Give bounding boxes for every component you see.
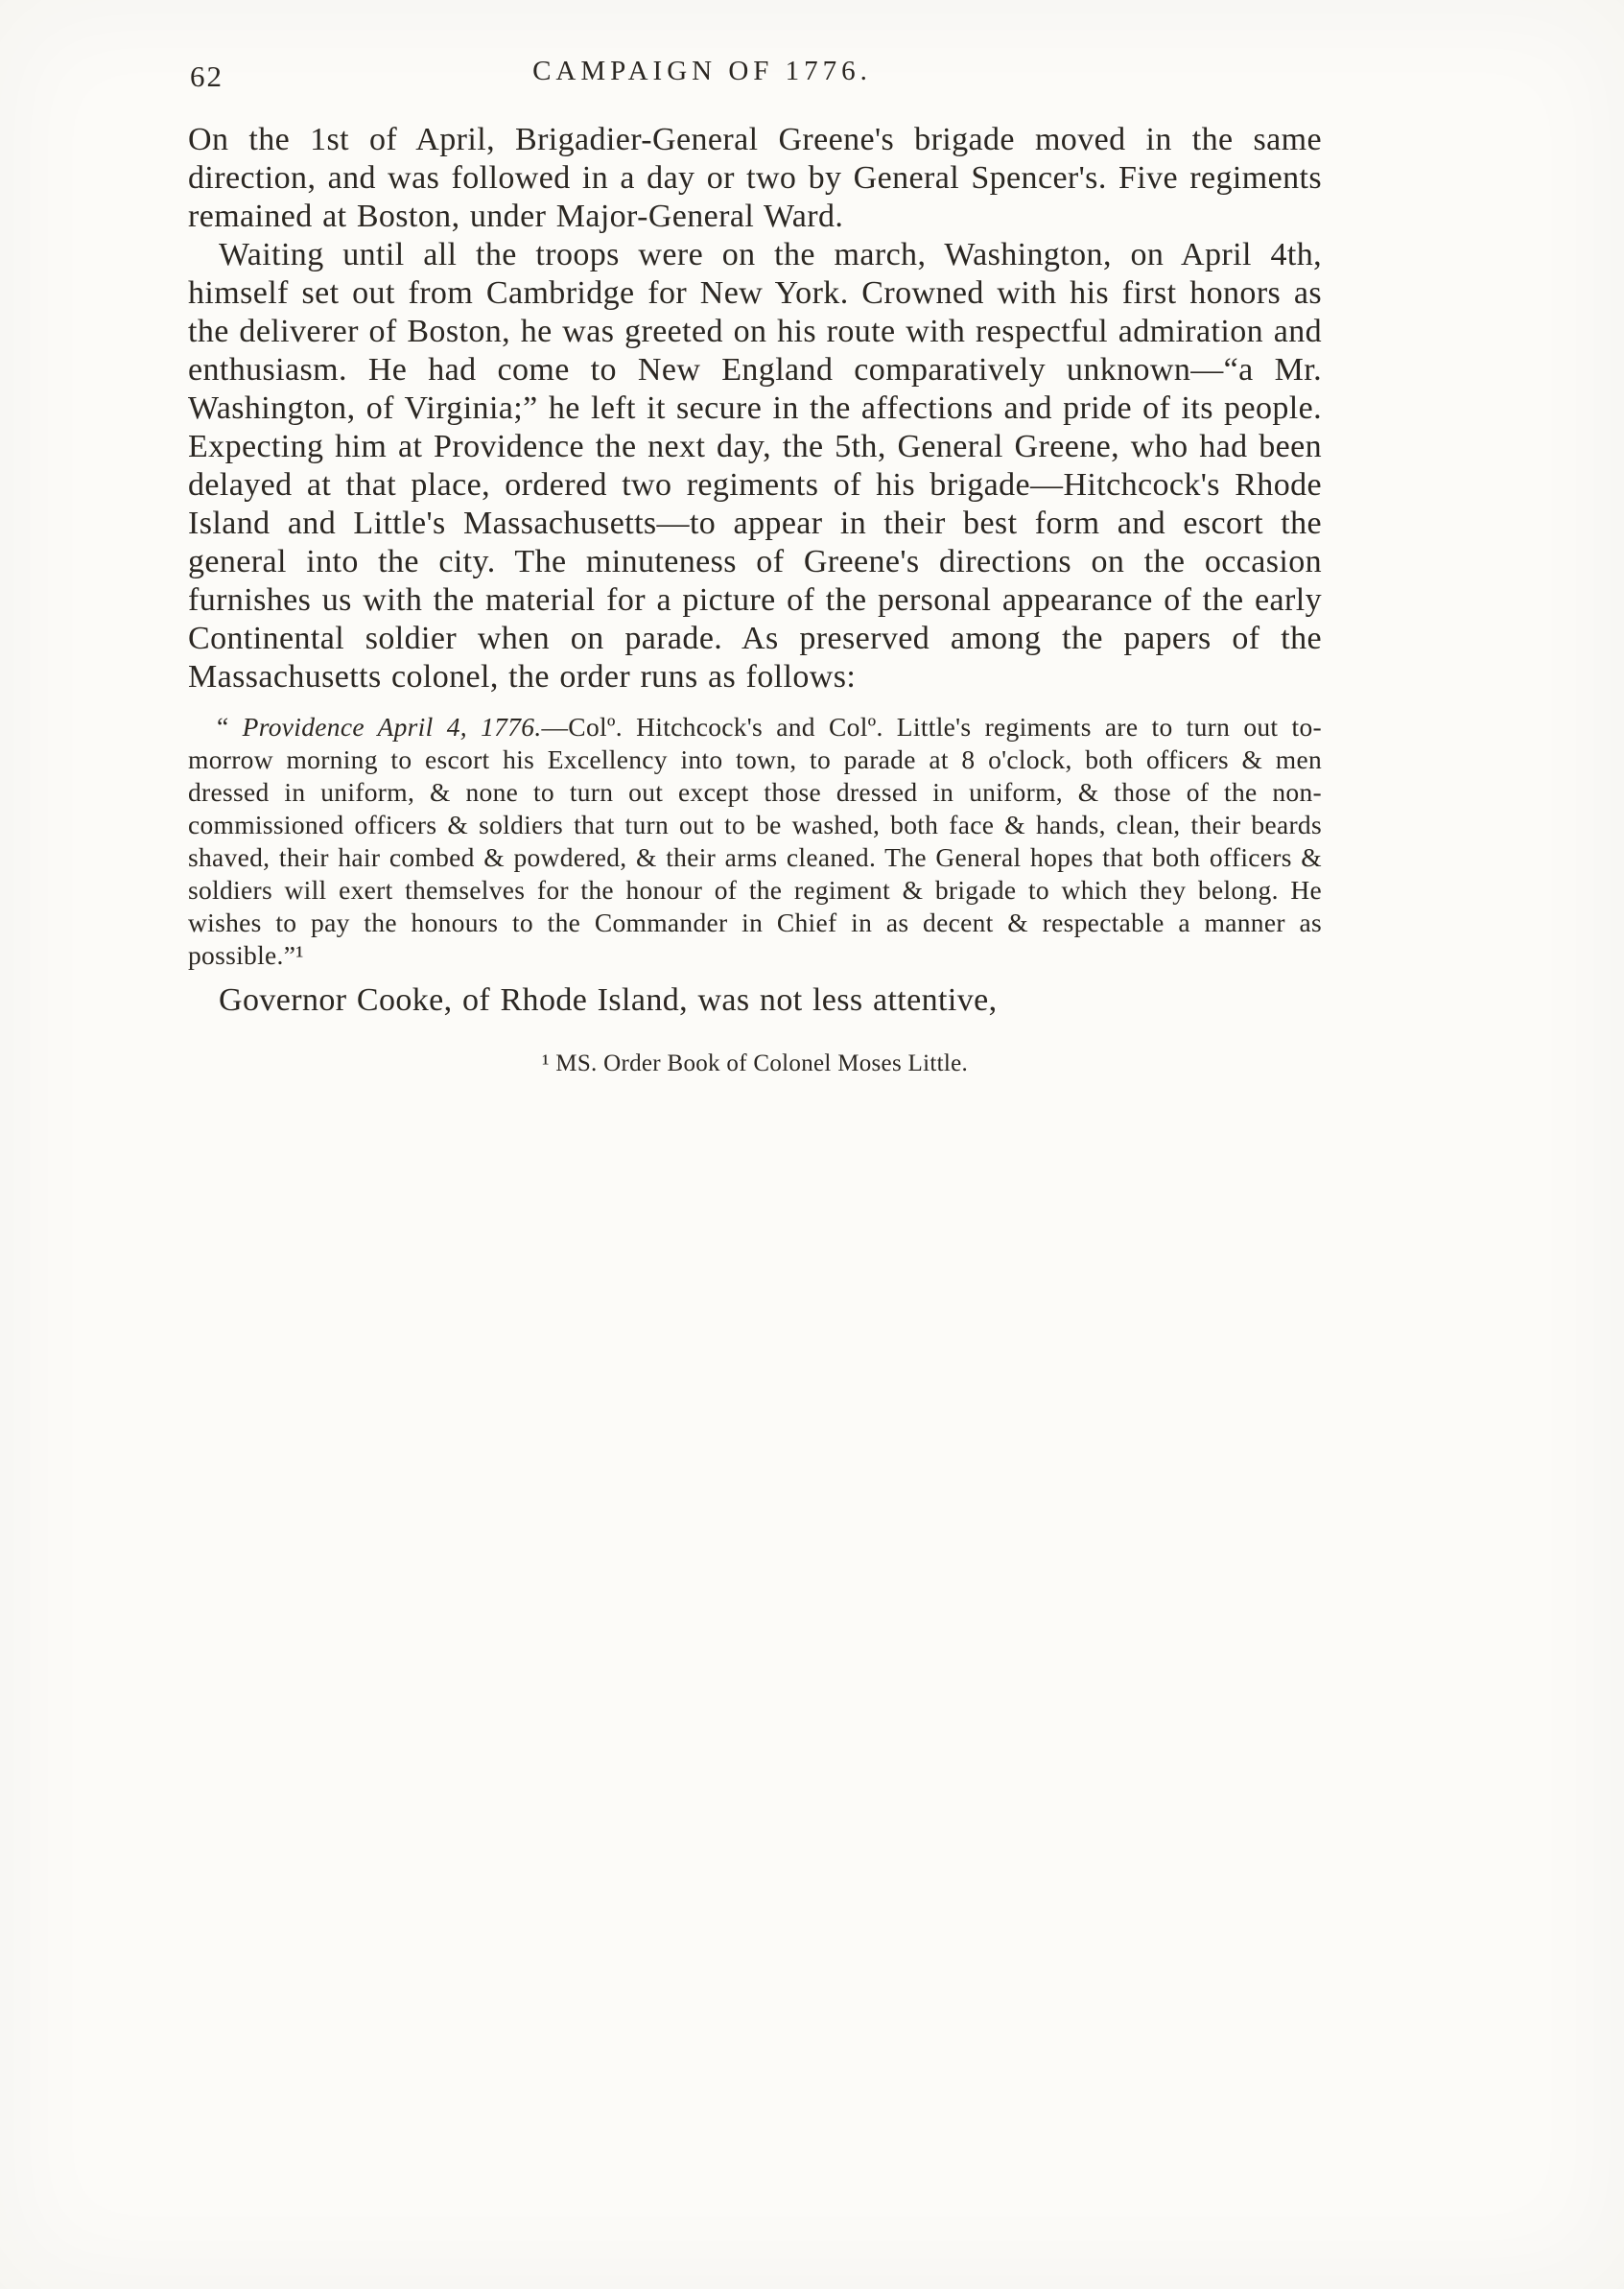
footnote: ¹ MS. Order Book of Colonel Moses Little. <box>541 1050 969 1076</box>
quote-dateline: Providence April 4, 1776. <box>242 712 542 742</box>
page-content <box>188 56 1322 1077</box>
paragraph-brigade-movements: On the 1st of April, Brigadier-General Greene's brigade moved in the same direction, and was followed in a day or two by General Spencer's. Five regiments remained at Boston, under Major-General Ward. <box>188 122 1322 234</box>
page-header <box>188 56 1322 100</box>
main-text <box>188 121 1322 1077</box>
quote-open-mark: “ <box>217 712 243 742</box>
paragraph-washington-journey: Waiting until all the troops were on the march, Washington, on April 4th, himself set out from Cambridge for New York. Crowned with his first honors as the deliverer of Boston, he was greeted on his route with respectful admiration and enthusiasm. He had come to New England comparatively unknown—“a Mr. Washington, of Virginia;” he left it secure in the affections and pride of its people. Expecting him at Providence the next day, the 5th, General Greene, who had been delayed at that place, ordered two regiments of his brigade—Hitchcock's Rhode Island and Little's Massachusetts—to appear in their best form and escort the general into the city. The minuteness of Greene's directions on the occasion furnishes us with the material for a picture of the personal appearance of the early Continental soldier when on parade. As preserved among the papers of the Massachusetts colonel, the order runs as follows: <box>188 237 1322 695</box>
order-quote <box>188 711 1322 972</box>
paragraph-governor-cooke: Governor Cooke, of Rhode Island, was not less attentive, <box>219 982 998 1018</box>
running-header: CAMPAIGN OF 1776. <box>532 56 872 86</box>
quote-body: —Colº. Hitchcock's and Colº. Little's regiments are to turn out to-morrow morning to escort his Excellency into town, to parade at 8 o'clock, both officers & men dressed in uniform, & none to turn out except those dressed in uniform, & those of the non-commissioned officers & soldiers that turn out to be washed, both face & hands, clean, their beards shaved, their hair combed & powdered, & their arms cleaned. The General hopes that both officers & soldiers will exert themselves for the honour of the regiment & brigade to which they belong. He wishes to pay the honours to the Commander in Chief in as decent & respectable a manner as possible.”¹ <box>188 712 1322 970</box>
page-number: 62 <box>190 59 224 93</box>
